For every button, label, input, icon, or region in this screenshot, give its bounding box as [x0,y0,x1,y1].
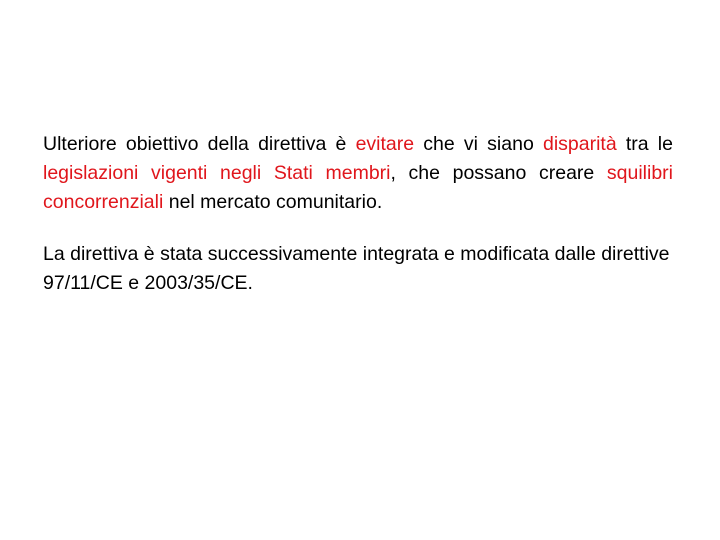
paragraph-objective [43,130,673,217]
highlighted-term-legislazioni: legislazioni vigenti negli Stati membri [43,162,391,184]
paragraph-amendments [43,240,673,298]
text-segment: tra le [616,133,673,155]
highlighted-term-evitare: evitare [355,133,415,155]
highlighted-term-disparita: disparità [542,133,617,155]
text-segment: , che possano creare [390,162,607,184]
text-segment: nel mercato comunitario. [163,191,383,213]
text-body [43,130,673,298]
highlighted-term-squilibri: squilibri concorrenziali [43,162,673,213]
text-segment: La direttiva è stata successivamente integrata e modificata dalle direttive 97/11/CE e 2003/35/CE. [43,243,670,294]
text-segment: Ulteriore obiettivo della direttiva è [43,133,356,155]
text-segment: che vi siano [414,133,543,155]
